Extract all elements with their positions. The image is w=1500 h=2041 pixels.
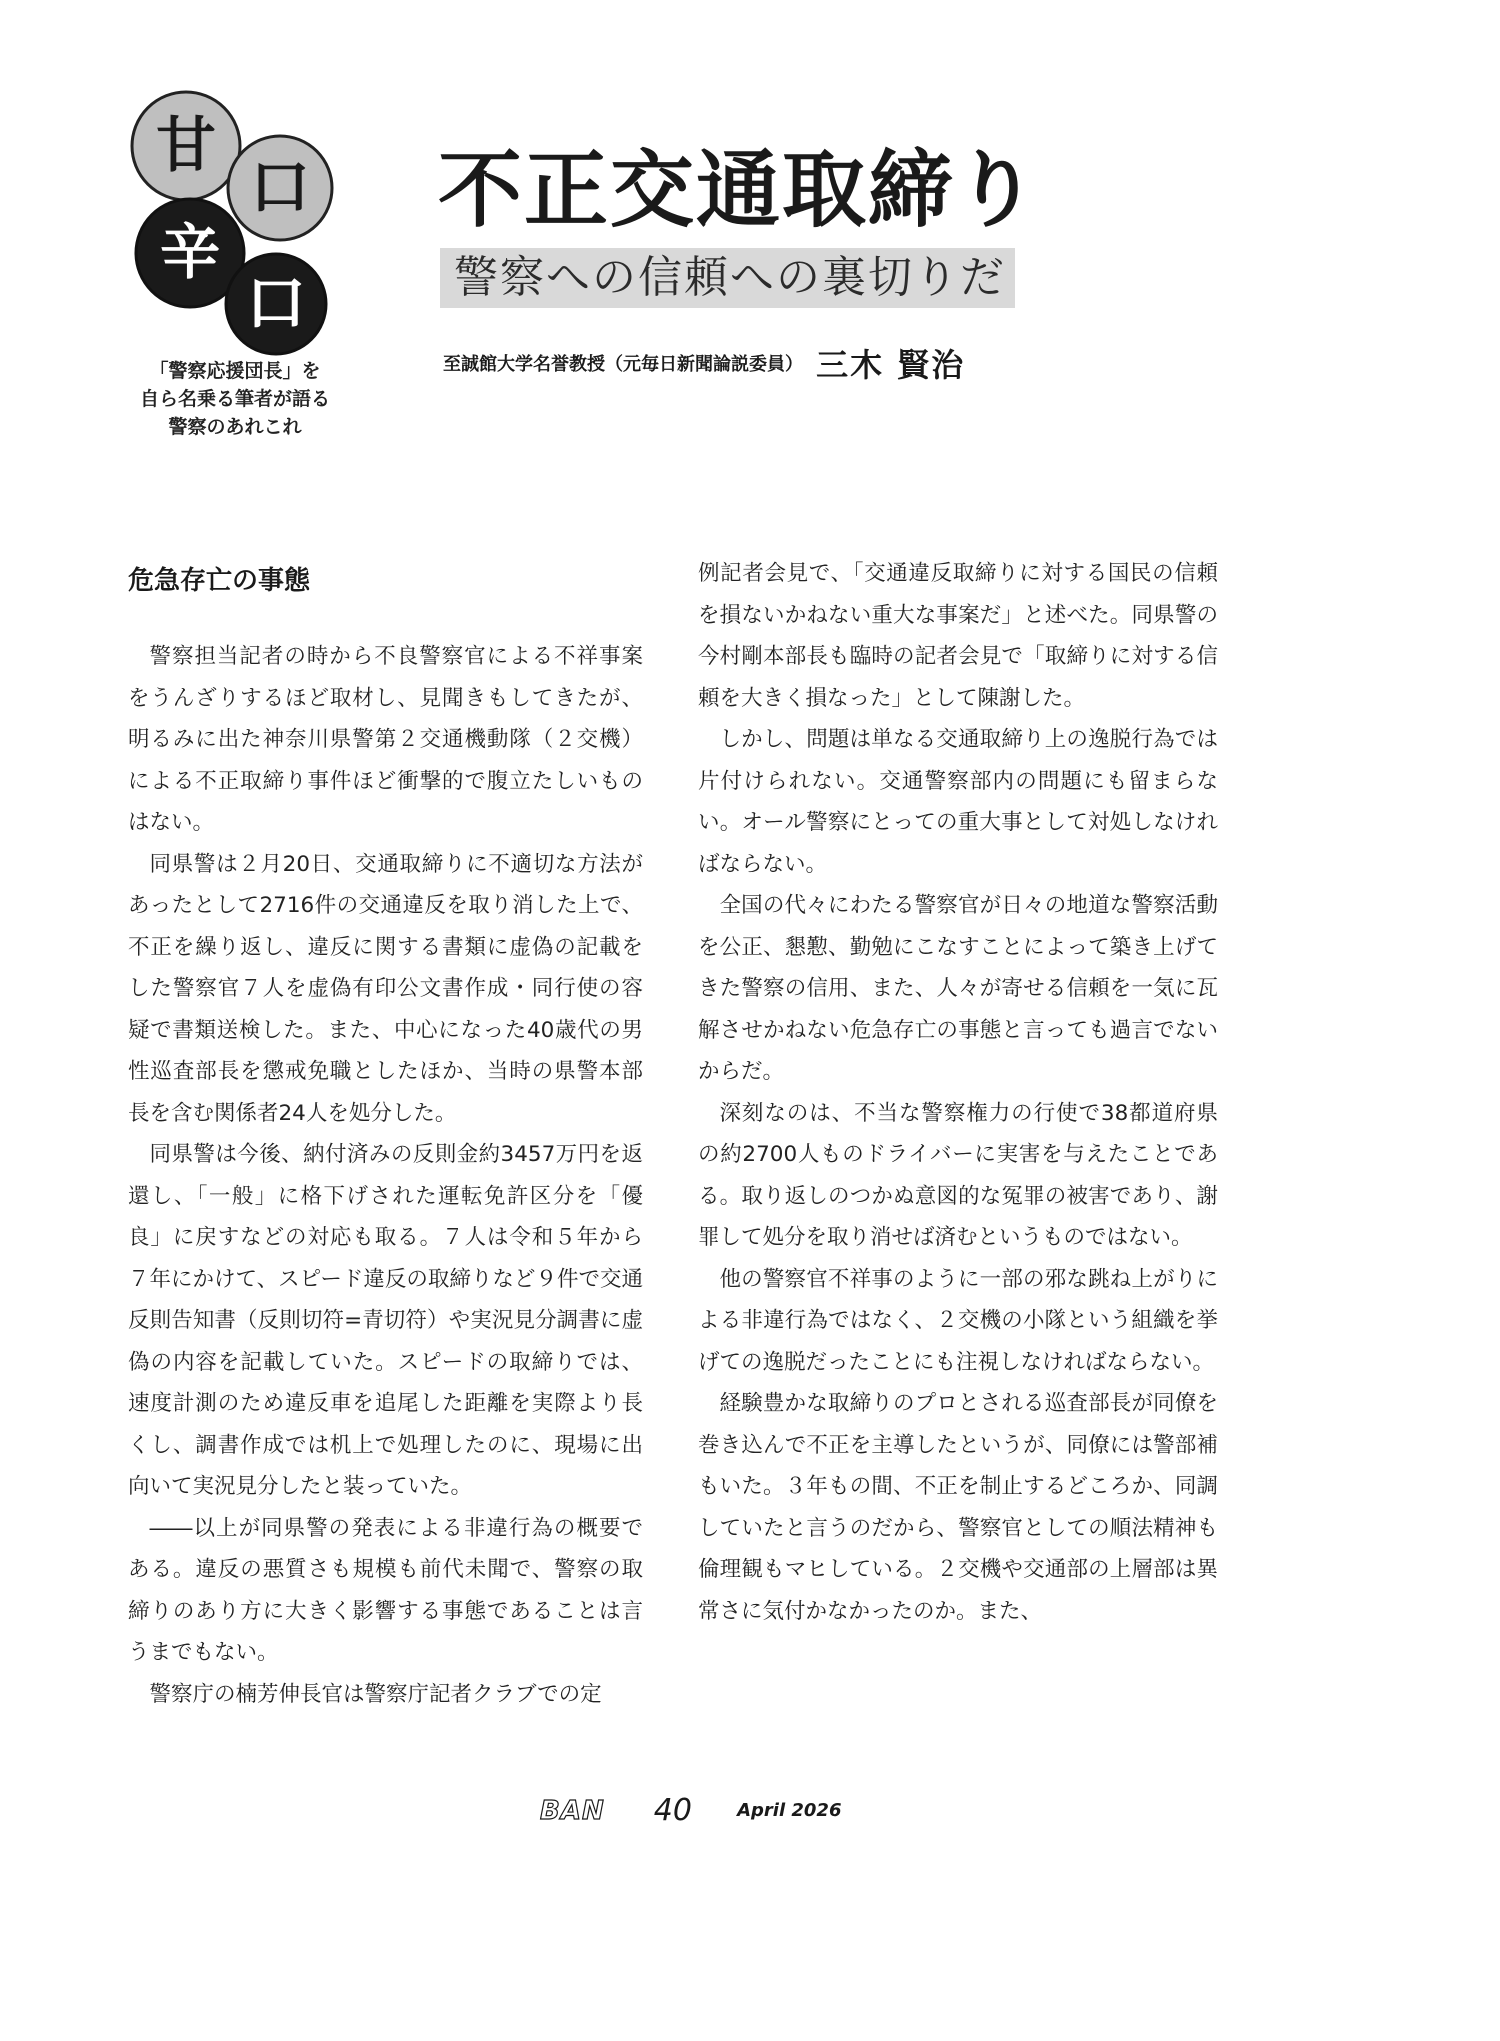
paragraph: 警察庁の楠芳伸長官は警察庁記者クラブでの定 — [149, 1681, 602, 1707]
section-heading: 危急存亡の事態 — [128, 566, 311, 596]
author-affiliation: 至誠館大学名誉教授（元毎日新聞論説委員） — [443, 354, 803, 375]
column-logo — [128, 88, 348, 358]
logo-char-3: 辛 — [160, 218, 220, 288]
paragraph: 警察担当記者の時から不良警察官による不祥事案をうんざりするほど取材し、見聞きもしてきたが、明るみに出た神奈川県警第２交通機動隊（２交機）による不正取締り事件ほど衝撃的で腹立たしいものはない。 — [128, 644, 643, 835]
logo-char-4: 口 — [246, 269, 306, 339]
author-name: 三木 賢治 — [816, 346, 966, 384]
paragraph: 全国の代々にわたる警察官が日々の地道な警察活動を公正、懇懃、勤勉にこなすことによって築き上げてきた警察の信用、また、人々が寄せる信頼を一気に瓦解させかねない危急存亡の事態と言っても過言でないからだ。 — [698, 893, 1218, 1084]
logo-char-2: 口 — [250, 153, 310, 223]
paragraph: 経験豊かな取締りのプロとされる巡査部長が同僚を巻き込んで不正を主導したというが、同僚には警部補もいた。３年もの間、不正を制止するどころか、同調していたと言うのだから、警察官としての順法精神も倫理観もマヒしている。２交機や交通部の上層部は異常さに気付かなかったのか。また、 — [698, 1391, 1218, 1624]
article-title: 不正交通取締り — [438, 141, 1041, 239]
paragraph: 他の警察官不祥事のように一部の邪な跳ね上がりによる非違行為ではなく、２交機の小隊という組織を挙げての逸脱だったことにも注視しなければならない。 — [698, 1266, 1218, 1375]
logo-caption-line: 「警察応援団長」を — [149, 360, 321, 382]
paragraph: 同県警は今後、納付済みの反則金約3457万円を返還し、「一般」に格下げされた運転免許区分を「優良」に戻すなどの対応も取る。７人は令和５年から７年にかけて、スピード違反の取締りなど９件で交通反則告知書（反則切符=青切符）や実況見分調書に虚偽の内容を記載していた。スピードの取締りでは、速度計測のため違反車を追尾した距離を実際より長くし、調書作成では机上で処理したのに、現場に出向いて実況見分したと装っていた。 — [128, 1142, 643, 1499]
column-logo-graphic — [128, 88, 348, 358]
paragraph: 例記者会見で、「交通違反取締りに対する国民の信頼を損ないかねない重大な事案だ」と述べた。同県警の今村剛本部長も臨時の記者会見で「取締りに対する信頼を大きく損なった」として陳謝した。 — [698, 561, 1218, 711]
logo-caption-line: 自ら名乗る筆者が語る — [139, 388, 330, 410]
logo-char-1: 甘 — [156, 111, 216, 181]
article-column-left — [128, 636, 643, 1715]
article-subtitle: 警察への信頼への裏切りだ — [440, 248, 1015, 308]
issue-date: April 2026 — [737, 1800, 842, 1821]
page-footer — [540, 1793, 841, 1829]
magazine-brand-logo: BAN — [540, 1795, 605, 1826]
paragraph: 深刻なのは、不当な警察権力の行使で38都道府県の約2700人ものドライバーに実害を与えたことである。取り返しのつかぬ意図的な冤罪の被害であり、謝罪して処分を取り消せば済むというものではない。 — [698, 1100, 1218, 1250]
paragraph: 同県警は２月20日、交通取締りに不適切な方法があったとして2716件の交通違反を取り消した上で、不正を繰り返し、違反に関する書類に虚偽の記載をした警察官７人を虚偽有印公文書作成・同行使の容疑で書類送検した。また、中心になった40歳代の男性巡査部長を懲戒免職としたほか、当時の県警本部長を含む関係者24人を処分した。 — [128, 851, 643, 1126]
page-number: 40 — [653, 1793, 692, 1828]
logo-caption-line: 警察のあれこれ — [168, 416, 302, 438]
paragraph: しかし、問題は単なる交通取締り上の逸脱行為では片付けられない。交通警察部内の問題にも留まらない。オール警察にとっての重大事として対処しなければならない。 — [698, 727, 1218, 877]
article-column-right — [698, 553, 1218, 1632]
paragraph: ――以上が同県警の発表による非違行為の概要である。違反の悪質さも規模も前代未聞で、警察の取締りのあり方に大きく影響する事態であることは言うまでもない。 — [128, 1515, 643, 1665]
logo-caption — [100, 357, 370, 441]
author-byline — [443, 340, 965, 386]
